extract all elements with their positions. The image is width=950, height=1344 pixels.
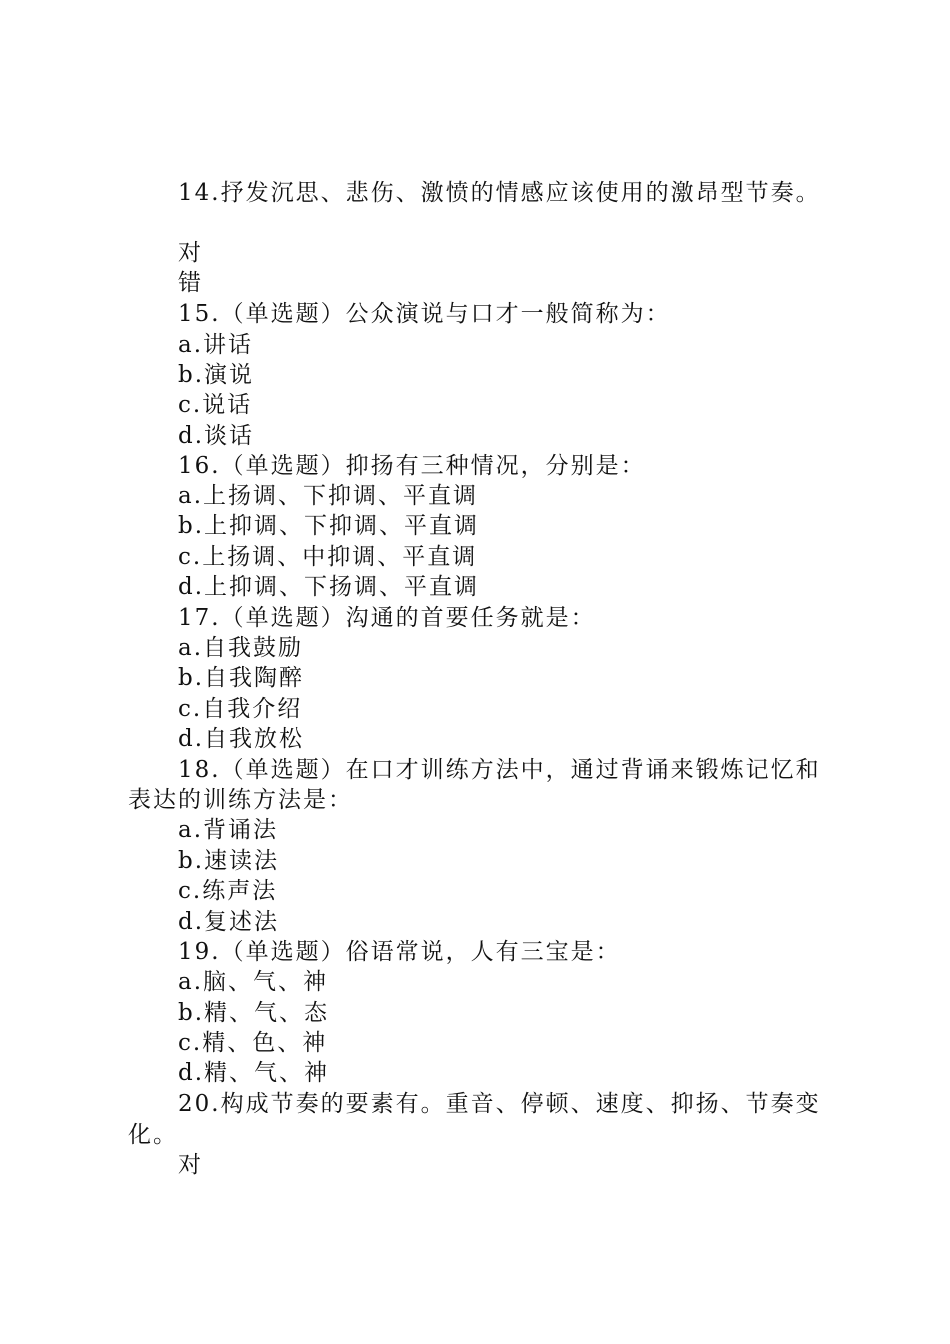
question-14-option-false: 错	[178, 270, 203, 296]
question-16-option-c: c.上扬调、中抑调、平直调	[178, 544, 478, 570]
question-16-option-d: d.上抑调、下扬调、平直调	[178, 574, 480, 600]
question-17-option-c: c.自我介绍	[178, 696, 303, 722]
question-15-option-d: d.谈话	[178, 423, 255, 449]
question-18-option-b: b.速读法	[178, 848, 280, 874]
question-16-option-b: b.上抑调、下抑调、平直调	[178, 513, 480, 539]
question-18-text-line1: 18.（单选题）在口才训练方法中，通过背诵来锻炼记忆和	[178, 757, 821, 783]
question-19-option-d: d.精、气、神	[178, 1060, 330, 1086]
question-20-option-true: 对	[178, 1152, 203, 1178]
question-18-option-c: c.练声法	[178, 878, 278, 904]
question-19-text: 19.（单选题）俗语常说，人有三宝是：	[178, 939, 621, 965]
question-18-text-line2: 表达的训练方法是：	[128, 787, 353, 813]
question-14-option-true: 对	[178, 240, 203, 266]
question-18-option-a: a.背诵法	[178, 817, 279, 843]
question-14-text: 14.抒发沉思、悲伤、激愤的情感应该使用的激昂型节奏。	[178, 180, 821, 206]
question-20-text-line2: 化。	[128, 1122, 178, 1148]
question-17-text: 17.（单选题）沟通的首要任务就是：	[178, 605, 596, 631]
question-16-option-a: a.上扬调、下抑调、平直调	[178, 483, 479, 509]
question-20-text-line1: 20.构成节奏的要素有。重音、停顿、速度、抑扬、节奏变	[178, 1091, 821, 1117]
question-17-option-a: a.自我鼓励	[178, 635, 304, 661]
question-15-option-b: b.演说	[178, 362, 255, 388]
question-15-option-a: a.讲话	[178, 332, 254, 358]
question-17-option-b: b.自我陶醉	[178, 665, 305, 691]
question-15-text: 15.（单选题）公众演说与口才一般简称为：	[178, 301, 671, 327]
question-16-text: 16.（单选题）抑扬有三种情况，分别是：	[178, 453, 646, 479]
question-17-option-d: d.自我放松	[178, 726, 305, 752]
question-19-option-a: a.脑、气、神	[178, 969, 329, 995]
question-19-option-b: b.精、气、态	[178, 1000, 330, 1026]
question-19-option-c: c.精、色、神	[178, 1030, 328, 1056]
question-18-option-d: d.复述法	[178, 909, 280, 935]
question-15-option-c: c.说话	[178, 392, 253, 418]
